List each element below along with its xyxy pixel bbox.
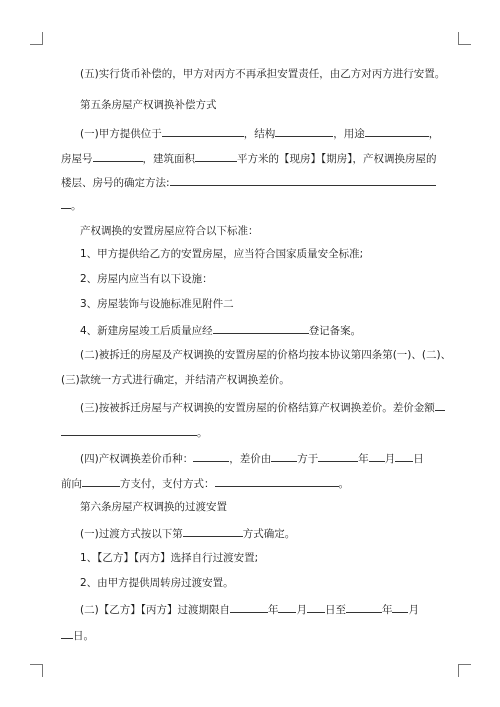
text: 房屋号: [61, 153, 93, 165]
paragraph-price-method: [80, 348, 452, 362]
text: (二)【乙方】【丙方】过渡期限自: [80, 604, 230, 616]
text: 2、房屋内应当有以下设施：: [80, 273, 213, 285]
end-month-blank[interactable]: [392, 601, 408, 613]
text: 第五条房屋产权调换补偿方式: [80, 99, 217, 111]
text: ，结构: [243, 128, 276, 140]
start-month-blank[interactable]: [278, 601, 296, 613]
paragraph-transition-period-cont: [61, 627, 441, 643]
paragraph-price-difference-cont: [61, 424, 441, 440]
location-blank[interactable]: [162, 125, 244, 137]
paragraph-floor-method-cont: [61, 197, 441, 213]
end-day-blank[interactable]: [61, 627, 73, 639]
crop-mark-bottom-left: [30, 664, 43, 677]
text: 。: [71, 200, 82, 212]
paragraph-location: [80, 125, 441, 141]
text: (三)按被拆迁房屋与产权调换的安置房屋的价格结算产权调换差价。差价金额: [80, 402, 435, 414]
structure-blank[interactable]: [275, 125, 333, 137]
text: 3、房屋装饰与设施标准见附件二: [80, 298, 234, 310]
paragraph-price-difference: [80, 399, 441, 415]
text: 登记备案。: [308, 325, 362, 337]
text: 4、新建房屋竣工后质量应经: [80, 325, 213, 337]
room-number-blank[interactable]: [93, 150, 143, 162]
currency-blank[interactable]: [193, 450, 229, 462]
end-year-blank[interactable]: [346, 601, 382, 613]
text: 前向: [61, 478, 82, 490]
text: 。: [338, 478, 349, 490]
paragraph-currency-cont: [61, 475, 441, 491]
text: 1、甲方提供给乙方的安置房屋，应当符合国家质量安全标准;: [80, 248, 364, 260]
text: 1、【乙方】【丙方】选择自行过渡安置;: [80, 552, 259, 564]
text: 年: [267, 604, 279, 616]
paragraph-transition-period: [80, 601, 441, 617]
floor-method-blank-cont[interactable]: [61, 197, 71, 209]
difference-amount-blank[interactable]: [435, 399, 445, 411]
area-blank[interactable]: [195, 150, 237, 162]
paragraph-room-number: [61, 150, 441, 166]
paragraph-monetary-compensation: [80, 67, 446, 81]
text: 。: [197, 427, 208, 439]
text: 年: [381, 604, 393, 616]
standard-item-1: [80, 247, 441, 261]
transition-method-blank[interactable]: [183, 525, 243, 537]
text: (三)款统一方式进行确定，并结清产权调换差价。: [61, 374, 290, 386]
start-year-blank[interactable]: [230, 601, 268, 613]
text: (五)实行货币补偿的，甲方对丙方不再承担安置责任，由乙方对丙方进行安置。: [80, 68, 446, 80]
text: 年: [358, 453, 369, 465]
text: ，用途: [333, 128, 365, 140]
paragraph-currency: [80, 450, 441, 466]
transition-option-1: [80, 551, 441, 565]
payment-method-blank[interactable]: [215, 475, 339, 487]
text: 产权调换的安置房屋应符合以下标准：: [80, 225, 259, 237]
text: 2、由甲方提供周转房过渡安置。: [80, 577, 234, 589]
paragraph-floor-method: [61, 174, 441, 190]
floor-method-blank[interactable]: [170, 174, 436, 186]
article-5-heading: [80, 98, 441, 112]
paragraph-price-method-cont: [61, 373, 441, 387]
transition-option-2: [80, 576, 441, 590]
standard-item-3: [80, 297, 441, 311]
text: (四)产权调换差价币种：: [80, 453, 194, 465]
difference-amount-blank-cont[interactable]: [61, 424, 197, 436]
text: 月: [408, 604, 419, 616]
text: 方于: [297, 453, 319, 465]
crop-mark-bottom-right: [458, 664, 471, 677]
text: 楼层、房号的确定方法:: [61, 177, 170, 189]
text: 月: [296, 604, 307, 616]
usage-blank[interactable]: [365, 125, 429, 137]
standard-item-4: [80, 322, 441, 338]
text: (一)甲方提供位于: [80, 128, 162, 140]
crop-mark-top-right: [458, 32, 471, 45]
standard-item-2: [80, 272, 441, 286]
year-blank[interactable]: [318, 450, 358, 462]
text: ，建筑面积: [142, 153, 195, 165]
text: 日。: [73, 630, 94, 642]
text: ，: [428, 128, 440, 140]
text: 方支付，支付方式：: [120, 478, 215, 490]
paragraph-standards: [80, 224, 441, 238]
text: (二)被拆迁的房屋及产权调换的安置房屋的价格均按本协议第四条第(一)、(二)、: [80, 349, 452, 361]
text: 平方米的【现房】【期房】，产权调换房屋的: [237, 153, 437, 165]
text: 方式确定。: [242, 528, 296, 540]
text: 日至: [324, 604, 346, 616]
payee-blank[interactable]: [82, 475, 120, 487]
text: ，差价由: [229, 453, 272, 465]
text: (一)过渡方式按以下第: [80, 528, 183, 540]
article-6-heading: [80, 500, 441, 514]
day-blank[interactable]: [395, 450, 413, 462]
text: 月: [384, 453, 396, 465]
text: 日: [413, 453, 424, 465]
text: 第六条房屋产权调换的过渡安置: [80, 501, 227, 513]
registration-blank[interactable]: [213, 322, 309, 334]
paragraph-transition-method: [80, 525, 441, 541]
payer-blank[interactable]: [271, 450, 297, 462]
month-blank[interactable]: [369, 450, 385, 462]
start-day-blank[interactable]: [307, 601, 325, 613]
crop-mark-top-left: [30, 32, 43, 45]
